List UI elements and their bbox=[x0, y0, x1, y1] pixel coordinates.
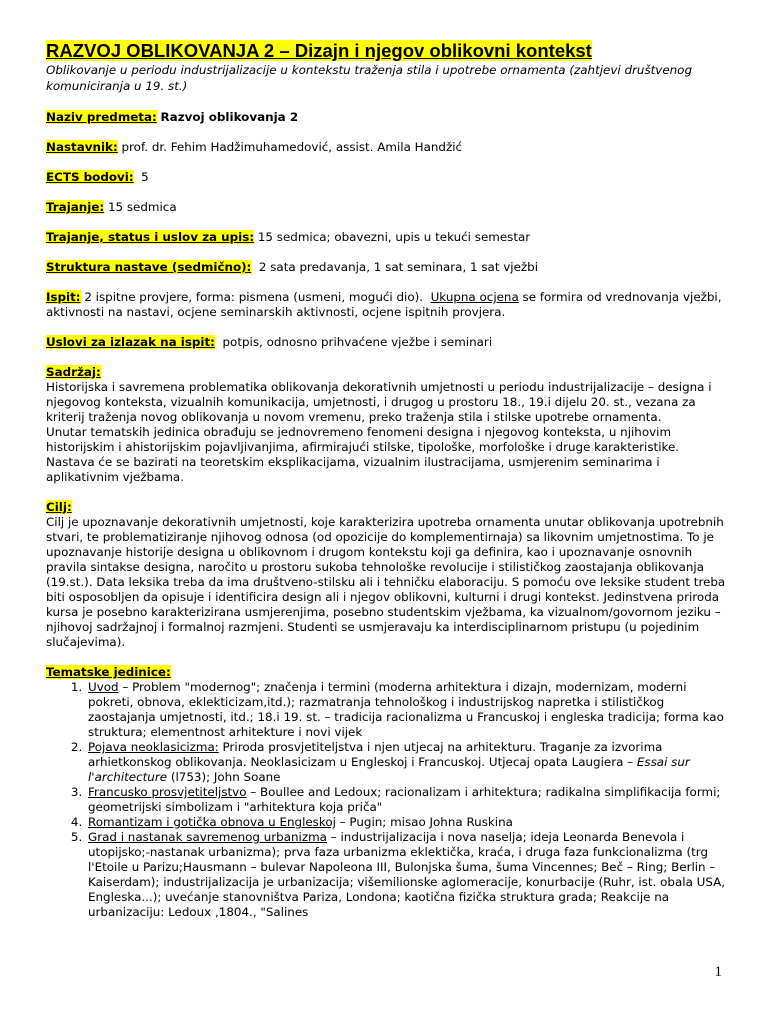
topic-title: Romantizam i gotička obnova u Engleskoj bbox=[88, 815, 336, 829]
goal-section bbox=[46, 500, 726, 650]
topic-text: – industrijalizacija i nova naselja; ideja Leonarda Benevola i utopijsko;-nastanak urbanizma); prva faza urbanizma eklektička, kraća, i druga faza funkcionalizma (trg l'Etoile u Parizu;Hausmann – bulevar Napoleona III, Bulonjska šuma, šuma Vincennes; Beč – Ring; Berlin – Kaiserdam); industrijalizacija je urbanizacija; višemilionske aglomeracije, konurbacije (Ruhr, ist. obala USA, Engleska...); uvećanje stanovništva Pariza, Londona; kaotična fizička struktura grada; Reakcije na urbanizaciju: Ledoux ,1804., "Salines bbox=[88, 830, 726, 919]
topics-list bbox=[46, 680, 726, 920]
teacher-line bbox=[46, 140, 726, 155]
teacher-label: Nastavnik: bbox=[46, 140, 118, 154]
duration-value: 15 sedmica bbox=[107, 200, 177, 214]
topic-text: – Pugin; misao Johna Ruskina bbox=[335, 815, 513, 829]
topic-title: Grad i nastanak savremenog urbanizma bbox=[88, 830, 327, 844]
document-title: RAZVOJ OBLIKOVANJA 2 – Dizajn i njegov oblikovni kontekst bbox=[46, 40, 592, 61]
document-page bbox=[46, 40, 726, 920]
topic-text: – Boullee and Ledoux; racionalizam i arhitektura; radikalna simplifikacija formi; geometrijski simbolizam i "arhitektura koja priča" bbox=[88, 785, 721, 814]
topic-item bbox=[86, 830, 726, 920]
content-paragraph-1: Historijska i savremena problematika oblikovanja dekorativnih umjetnosti u periodu industrijalizacije – designa i njegovog konteksta, vizualnih komunikacija, umjetnosti, i drugog u prostoru 18., 19.i dijelu 20. st., vezana za kriterij traženja novog oblikovanja u novom vremenu, preko traženja stila i stilske upotrebe ornamenta. bbox=[46, 380, 712, 424]
topics-section bbox=[46, 665, 726, 920]
exam-text-after: se formira od vrednovanja vježbi, aktivnosti na nastavi, ocjene seminarskih aktivnosti, ocjene ispitnih provjera. bbox=[46, 290, 722, 319]
topic-title: Pojava neoklasicizma: bbox=[88, 740, 219, 754]
ects-value: 5 bbox=[141, 170, 149, 184]
structure-line bbox=[46, 260, 726, 275]
topic-text: – Problem "modernog"; značenja i termini (moderna arhitektura i dizajn, modernizam, moderni pokreti, obnova, eklekticizam,itd.); razmatranja tehnološkog i industrijskog napretka i stilističkog zaostajanja umjetnosti, itd.; 18.i 19. st. – tradicija racionalizma u Francuskoj i engleska tradicija; forma kao struktura; elementnost arhitekture i novi vijek bbox=[88, 680, 724, 739]
goal-label: Cilj: bbox=[46, 500, 72, 514]
exam-text-before: 2 ispitne provjere, forma: pismena (usmeni, mogući dio). bbox=[84, 290, 424, 304]
exit-conditions-line bbox=[46, 335, 726, 350]
topic-item bbox=[86, 815, 726, 830]
course-name-line bbox=[46, 110, 726, 125]
topic-text-after: (l753); John Soane bbox=[167, 770, 281, 784]
ects-line bbox=[46, 170, 726, 185]
page-number: 1 bbox=[714, 964, 722, 980]
goal-text: Cilj je upoznavanje dekorativnih umjetnosti, koje karakterizira upotreba ornamenta unutar oblikovanja upotrebnih stvari, te problematiziranje njihovog odnosa (od opozicije do komplementirnaja) sa likovnim umjetnostima. To je upoznavanje historije designa u oblikovnom i drugom kontekstu koji ga definira, kao i upoznavanje osnovnih pravila sintakse designa, naročito u prostoru sukoba tehnološke revolucije i stilističkog zaostajanja oblikovanja (19.st.). Data leksika treba da ima društveno-stilsku ali i tehničku elaboraciju. S pomoću ove leksike student treba biti osposobljen da opisuje i identificira design ali i njegov oblikovni, kulturni i drugi kontekst. Jedinstvena priroda kursa je posebno karakterizirana usmjerenjima, posebno studentskim vježbama, ka vizualnom/govornom jeziku – njihovoj sadržajnoj i formalnoj razmjeni. Studenti se usmjeravaju ka interdisciplinarnom pristupu (u pojedinim slučajevima). bbox=[46, 515, 726, 649]
topic-text: Priroda prosvjetiteljstva i njen utjecaj na arhitekturu. Traganje za izvorima arhietkonskog oblikovanja. Neoklasicizam u Engleskoj i Francuskoj. Utjecaj opata Laugiera – bbox=[88, 740, 663, 769]
content-paragraph-2: Unutar tematskih jedinica obrađuju se jednovremeno fenomeni designa i njegovog konteksta, u njihovim historijskim i ahistorijskim pojavljivanjima, afirmirajući stilske, tipološke, morfološke i druge karakteristike. Nastava će se bazirati na teoretskim eksplikacijama, vizualnim ilustracijama, usmjerenim seminarima i aplikativnim vježbama. bbox=[46, 425, 680, 484]
content-section bbox=[46, 365, 726, 485]
topic-item bbox=[86, 680, 726, 740]
course-name-value: Razvoj oblikovanja 2 bbox=[160, 110, 299, 124]
exit-conditions-value: potpis, odnosno prihvaćene vježbe i seminari bbox=[222, 335, 493, 349]
topic-italic-title: Essai sur l'architecture bbox=[88, 755, 690, 784]
exam-paragraph bbox=[46, 290, 726, 320]
exam-total-grade: Ukupna ocjena bbox=[430, 290, 519, 304]
topic-title: Francusko prosvjetiteljstvo bbox=[88, 785, 247, 799]
status-value: 15 sedmica; obavezni, upis u tekući semestar bbox=[257, 230, 531, 244]
teacher-value: prof. dr. Fehim Hadžimuhamedović, assist. Amila Handžić bbox=[121, 140, 463, 154]
topic-item bbox=[86, 740, 726, 785]
ects-label: ECTS bodovi: bbox=[46, 170, 134, 184]
content-label: Sadržaj: bbox=[46, 365, 101, 379]
course-name-label: Naziv predmeta: bbox=[46, 110, 157, 124]
duration-line bbox=[46, 200, 726, 215]
duration-label: Trajanje: bbox=[46, 200, 105, 214]
exit-conditions-label: Uslovi za izlazak na ispit: bbox=[46, 335, 215, 349]
topic-item bbox=[86, 785, 726, 815]
document-subtitle: Oblikovanje u periodu industrijalizacije u kontekstu traženja stila i upotrebe ornamenta (zahtjevi društvenog komuniciranja u 19. st.) bbox=[46, 63, 693, 93]
structure-label: Struktura nastave (sedmično): bbox=[46, 260, 252, 274]
exam-label: Ispit: bbox=[46, 290, 81, 304]
status-line bbox=[46, 230, 726, 245]
topic-title: Uvod bbox=[88, 680, 119, 694]
topics-label: Tematske jedinice: bbox=[46, 665, 171, 679]
structure-value: 2 sata predavanja, 1 sat seminara, 1 sat vježbi bbox=[258, 260, 539, 274]
status-label: Trajanje, status i uslov za upis: bbox=[46, 230, 255, 244]
